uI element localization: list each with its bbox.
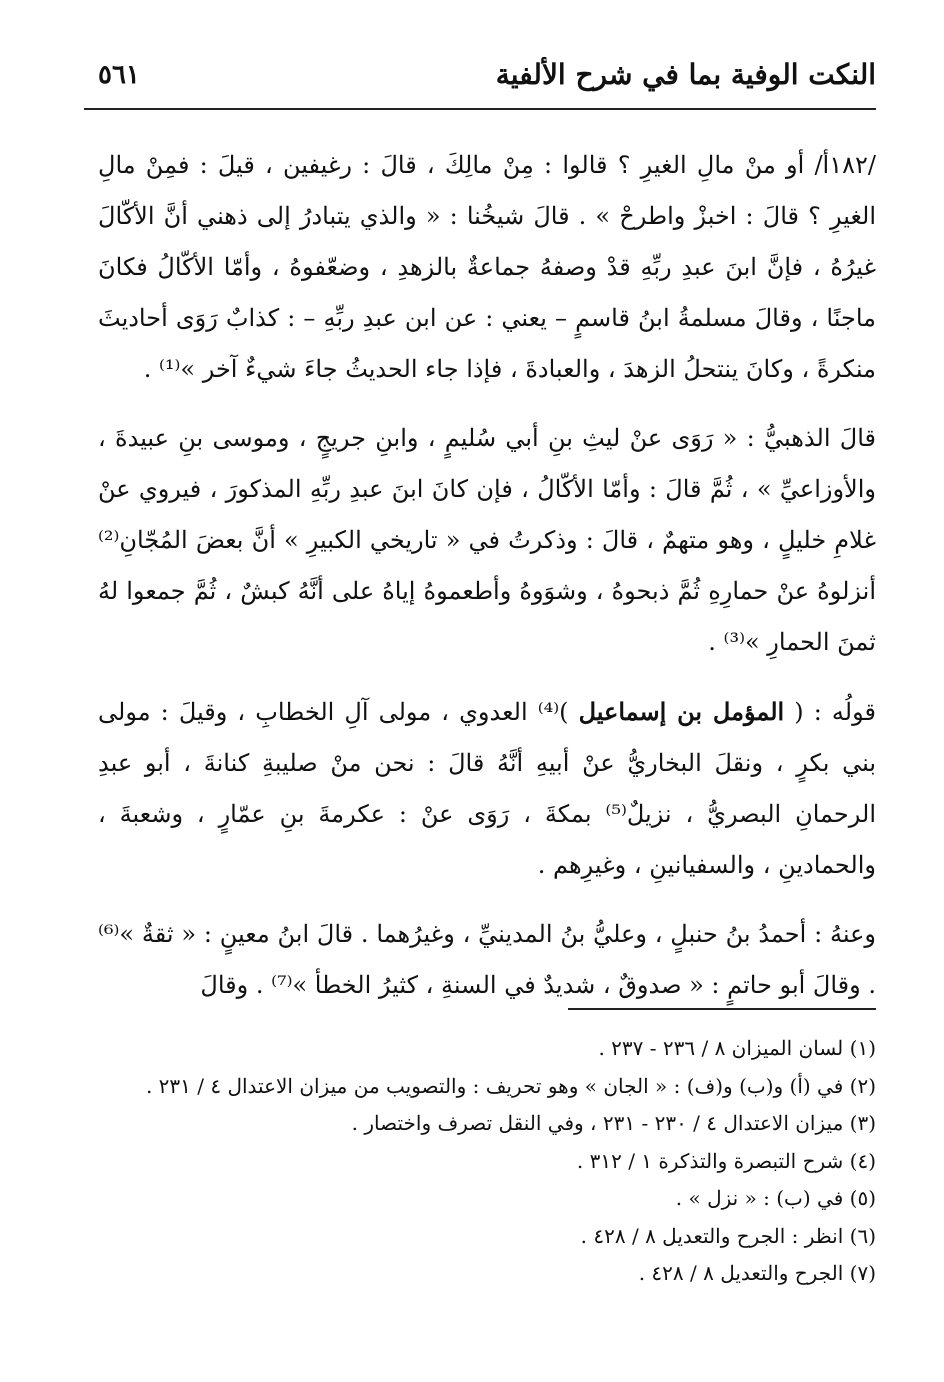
- lemma-prefix: قولُه : (: [784, 698, 876, 726]
- lemma-text: )⁽⁴⁾ العدوي ، مولى آلِ الخطابِ ، وقيلَ : مولى بني بكرٍ ، ونقلَ البخاريُّ عنْ أبيهِ أنَّهُ قالَ : نحن منْ صليبةِ كنانةَ ، أبو عبدِ الرحمانِ البصريُّ ، نزيلٌ⁽⁵⁾ بمكةَ ، رَوَى عنْ : عكرمةَ بنِ عمّارٍ ، وشعبةَ ، والحمادينِ ، والسفيانينِ ، وغيرِهم .: [98, 698, 876, 879]
- lemma-name: المؤمل بن إسماعيل: [578, 697, 785, 726]
- footnotes: [98, 1030, 876, 1293]
- footnote-6: (٦) انظر : الجرح والتعديل ٨ / ٤٢٨ .: [580, 1223, 876, 1248]
- page-number: ٥٦١: [98, 60, 140, 90]
- running-header-title: النكت الوفية بما في شرح الألفية: [495, 58, 876, 91]
- footnote-1: (١) لسان الميزان ٨ / ٢٣٦ - ٢٣٧ .: [598, 1036, 876, 1060]
- paragraph-3-lemma: [98, 686, 876, 891]
- footnote-divider: [568, 1008, 876, 1010]
- footnote-4: (٤) شرح التبصرة والتذكرة ١ / ٣١٢ .: [576, 1148, 876, 1173]
- paragraph-4: وعنهُ : أحمدُ بنُ حنبلٍ ، وعليُّ بنُ المدينيِّ ، وغيرُهما . قالَ ابنُ معينٍ : « ثقةٌ »⁽⁶⁾ . وقالَ أبو حاتمٍ : « صدوقٌ ، شديدٌ في السنةِ ، كثيرُ الخطأ »⁽⁷⁾ . وقالَ: [98, 920, 876, 999]
- header-divider: [84, 108, 876, 110]
- paragraph-2: قالَ الذهبيُّ : « رَوَى عنْ ليثِ بنِ أبي سُليمٍ ، وابنِ جريجٍ ، وموسى بنِ عبيدةَ ، والأوزاعيِّ » ، ثُمَّ قالَ : وأمّا الأكّالُ ، فإن كانَ ابنَ عبدِ ربِّهِ المذكورَ ، فيروي عنْ غلامِ خليلٍ ، وهو متهمٌ ، قالَ : وذكرتُ في « تاريخي الكبيرِ » أنَّ بعضَ المُجّانِ⁽²⁾ أنزلوهُ عنْ حمارِهِ ثُمَّ ذبحوهُ ، وشوَوهُ وأطعموهُ إياهُ على أنَّهُ كبشٌ ، ثُمَّ جمعوا لهُ ثمنَ الحمارِ »⁽³⁾ .: [98, 424, 876, 656]
- paragraph-1: /١٨٢أ/ أو منْ مالِ الغيرِ ؟ قالوا : مِنْ مالِكَ ، قالَ : رغيفين ، قيلَ : فمِنْ مالِ الغيرِ ؟ قالَ : اخبزْ واطرحْ » . قالَ شيخُنا : « والذي يتبادرُ إلى ذهني أنَّ الأكّالَ غيرُهُ ، فإنَّ ابنَ عبدِ ربِّهِ قدْ وصفهُ جماعةٌ بالزهدِ ، وضعّفوهُ ، وأمّا الأكّالُ فكانَ ماجنًا ، وقالَ مسلمةُ ابنُ قاسمٍ – يعني : عن ابن عبدِ ربِّهِ – : كذابٌ رَوَى أحاديثَ منكرةً ، وكانَ ينتحلُ الزهدَ ، والعبادةَ ، فإذا جاء الحديثُ جاءَ شيءٌ آخر »⁽¹⁾ .: [98, 151, 876, 383]
- main-text: [98, 140, 876, 1029]
- footnote-7: (٧) الجرح والتعديل ٨ / ٤٢٨ .: [638, 1261, 876, 1285]
- footnote-2: (٢) في (أ) و(ب) و(ف) : « الجان » وهو تحريف : والتصويب من ميزان الاعتدال ٤ / ٢٣١ .: [145, 1073, 876, 1098]
- footnote-3: (٣) ميزان الاعتدال ٤ / ٢٣٠ - ٢٣١ ، وفي النقل تصرف واختصار .: [351, 1111, 876, 1135]
- footnote-5: (٥) في (ب) : « نزل » .: [675, 1186, 876, 1210]
